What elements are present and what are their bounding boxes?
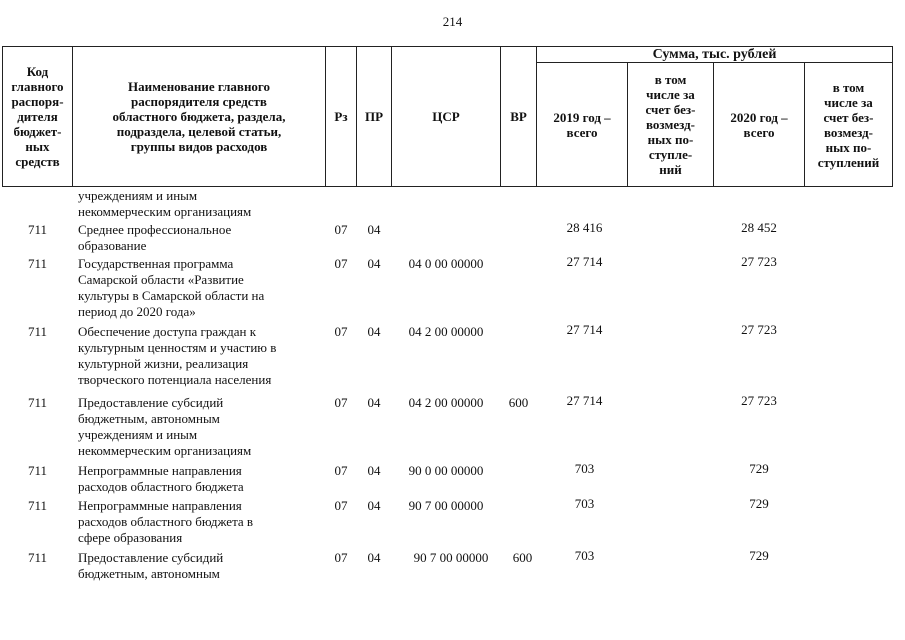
row-5-rz: 07 <box>334 463 348 478</box>
row-5-csr: 90 0 00 00000 <box>408 463 484 478</box>
row-2-rz: 07 <box>334 256 348 271</box>
row-3-2020: 27 723 <box>741 322 777 337</box>
header-rz: Рз <box>334 109 348 124</box>
row-4-csr: 04 2 00 00000 <box>408 395 484 410</box>
header-2020-total: 2020 год – всего <box>730 109 788 140</box>
row-3-csr: 04 2 00 00000 <box>408 324 484 339</box>
row-1-rz: 07 <box>334 222 348 237</box>
header-csr: ЦСР <box>432 109 460 124</box>
row-0-name: учреждениям и иным некоммерческим организациям <box>78 188 252 219</box>
row-3-2019: 27 714 <box>566 322 603 337</box>
row-7-pr: 04 <box>367 550 381 565</box>
header-pr: ПР <box>364 109 384 124</box>
header-name: Наименование главного распорядителя средств областного бюджета, раздела, подраздела, целевой статьи, группы видов расходов <box>112 79 286 154</box>
row-5-code: 711 <box>27 463 48 478</box>
row-6-2019: 703 <box>574 496 595 511</box>
row-5-name: Непрограммные направления расходов областного бюджета <box>78 463 244 494</box>
row-5-2019: 703 <box>574 461 595 476</box>
row-7-vr: 600 <box>512 550 533 565</box>
row-3-pr: 04 <box>367 324 381 339</box>
row-4-2020: 27 723 <box>741 393 777 408</box>
row-7-code: 711 <box>27 550 48 565</box>
row-4-2019: 27 714 <box>566 393 603 408</box>
row-6-code: 711 <box>27 498 48 513</box>
row-7-csr: 90 7 00 00000 <box>413 550 489 565</box>
row-5-pr: 04 <box>367 463 381 478</box>
row-7-2019: 703 <box>574 548 595 563</box>
row-6-csr: 90 7 00 00000 <box>408 498 484 513</box>
row-2-pr: 04 <box>367 256 381 271</box>
row-3-rz: 07 <box>334 324 348 339</box>
row-6-pr: 04 <box>367 498 381 513</box>
page-number: 214 <box>442 14 463 29</box>
row-3-code: 711 <box>27 324 48 339</box>
row-1-name: Среднее профессиональное образование <box>78 222 232 253</box>
row-5-2020: 729 <box>749 461 769 476</box>
row-4-pr: 04 <box>367 395 381 410</box>
row-6-name: Непрограммные направления расходов областного бюджета в сфере образования <box>78 498 254 545</box>
row-1-2020: 28 452 <box>741 220 777 235</box>
row-7-name: Предоставление субсидий бюджетным, автономным <box>78 550 224 581</box>
header-code: Код главного распоря- дителя бюджет- ных средств <box>11 64 64 169</box>
header-vr: ВР <box>510 109 527 124</box>
row-6-2020: 729 <box>749 496 769 511</box>
row-6-rz: 07 <box>334 498 348 513</box>
header-2020-free: в том числе за счет без- возмезд- ных по- ступлений <box>817 79 880 170</box>
row-4-vr: 600 <box>508 395 529 410</box>
row-2-code: 711 <box>27 256 48 271</box>
row-1-2019: 28 416 <box>566 220 603 235</box>
row-2-csr: 04 0 00 00000 <box>408 256 484 271</box>
row-3-name: Обеспечение доступа граждан к культурным ценностям и участию в культурной жизни, реализация творческого потенциала населения <box>78 324 277 387</box>
row-2-2019: 27 714 <box>566 254 603 269</box>
row-2-2020: 27 723 <box>741 254 777 269</box>
row-7-rz: 07 <box>334 550 348 565</box>
row-1-code: 711 <box>27 222 48 237</box>
row-2-name: Государственная программа Самарской области «Развитие культуры в Самарской области на период до 2020 года» <box>78 256 265 319</box>
header-sum-group: Сумма, тыс. рублей <box>652 47 777 62</box>
header-2019-free: в том числе за счет без- возмезд- ных по- ступле- ний <box>645 72 696 177</box>
header-2019-total: 2019 год – всего <box>553 109 611 140</box>
row-4-code: 711 <box>27 395 48 410</box>
row-4-rz: 07 <box>334 395 348 410</box>
row-1-pr: 04 <box>367 222 381 237</box>
row-7-2020: 729 <box>749 548 769 563</box>
row-4-name: Предоставление субсидий бюджетным, автономным учреждениям и иным некоммерческим организациям <box>78 395 252 458</box>
